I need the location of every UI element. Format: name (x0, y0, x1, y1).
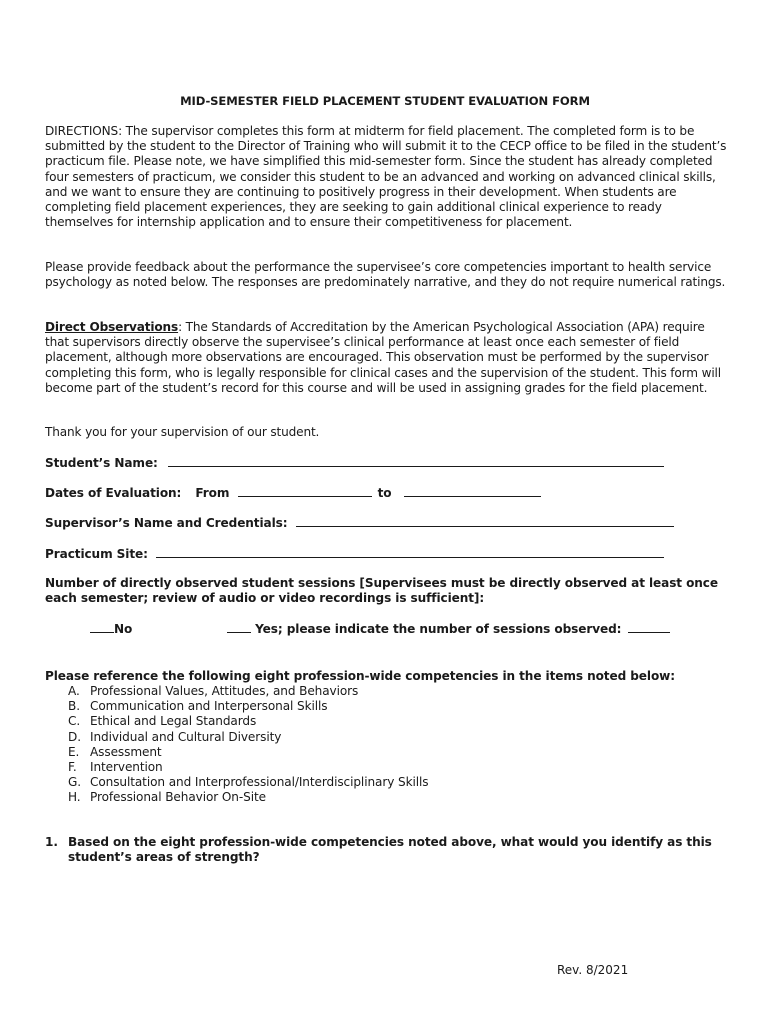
supervisor-row (45, 515, 674, 530)
dates-row (45, 485, 541, 500)
direct-observations-heading: Direct Observations (45, 320, 179, 334)
no-option-label: No (114, 622, 133, 636)
list-item: B. Communication and Interpersonal Skills (68, 699, 328, 714)
question-1-number: 1. (45, 835, 58, 849)
no-checkbox-line[interactable] (90, 621, 114, 633)
supervisor-input[interactable] (296, 515, 674, 527)
feedback-paragraph: Please provide feedback about the performance the supervisee’s core competencies important to health service psychology as noted below. The responses are predominately narrative, and they do not require numerical ratings. (45, 260, 726, 290)
sessions-question: Number of directly observed student sessions [Supervisees must be directly observed at least once each semester; review of audio or video recordings is sufficient]: (45, 576, 718, 606)
list-item: F. Intervention (68, 760, 163, 775)
sessions-count-input[interactable] (628, 621, 670, 633)
from-label: From (195, 486, 230, 500)
competencies-list (45, 684, 428, 806)
student-name-label: Student’s Name: (45, 456, 158, 470)
list-item: D. Individual and Cultural Diversity (68, 729, 282, 744)
dates-label: Dates of Evaluation: (45, 486, 182, 500)
revision-label: Rev. 8/2021 (557, 963, 629, 977)
question-1-text: Based on the eight profession-wide competencies noted above, what would you identify as this student’s areas of strength? (68, 835, 712, 865)
directions-paragraph: DIRECTIONS: The supervisor completes this form at midterm for field placement. The completed form is to be submitted by the student to the Director of Training who will submit it to the CECP office to be filed in the student’s practicum file. Please note, we have simplified this mid-semester form. Since the student has already completed four semesters of practicum, we consider this student to be an advanced and working on advanced clinical skills, and we want to ensure they are continuing to positively progress in their development. When students are completing field placement experiences, they are seeking to gain additional clinical experience to ready themselves for internship application and to ensure their competitiveness for placement. (45, 124, 727, 230)
to-label: to (377, 486, 392, 500)
date-to-input[interactable] (404, 485, 541, 497)
student-name-row (45, 455, 664, 470)
list-item: A. Professional Values, Attitudes, and Behaviors (68, 684, 359, 698)
direct-observations-paragraph (45, 320, 727, 396)
list-item: C. Ethical and Legal Standards (68, 714, 257, 729)
yes-option-row (227, 621, 670, 636)
site-row (45, 546, 664, 561)
form-title: MID-SEMESTER FIELD PLACEMENT STUDENT EVALUATION FORM (180, 94, 590, 108)
yes-option-label: Yes; please indicate the number of sessions observed: (255, 622, 622, 636)
student-name-input[interactable] (168, 455, 664, 467)
site-input[interactable] (156, 546, 664, 558)
direct-observations-text: : The Standards of Accreditation by the American Psychological Association (APA) require that supervisors directly observe the supervisee’s clinical performance at least once each semester of field placement, although more observations are encouraged. This observation must be performed by the supervisor completing this form, who is legally responsible for clinical cases and the supervision of the student. This form will become part of the student’s record for this course and will be used in assigning grades for the field placement. (45, 320, 721, 395)
thanks-text: Thank you for your supervision of our student. (45, 425, 320, 439)
question-1 (45, 835, 735, 865)
supervisor-label: Supervisor’s Name and Credentials: (45, 516, 288, 530)
date-from-input[interactable] (238, 485, 372, 497)
no-option-row (90, 621, 132, 636)
list-item: H. Professional Behavior On-Site (68, 790, 266, 805)
yes-checkbox-line[interactable] (227, 621, 251, 633)
list-item: G. Consultation and Interprofessional/Interdisciplinary Skills (68, 775, 429, 790)
competencies-intro: Please reference the following eight profession-wide competencies in the items noted below: (45, 669, 675, 683)
site-label: Practicum Site: (45, 547, 148, 561)
list-item: E. Assessment (68, 744, 162, 759)
